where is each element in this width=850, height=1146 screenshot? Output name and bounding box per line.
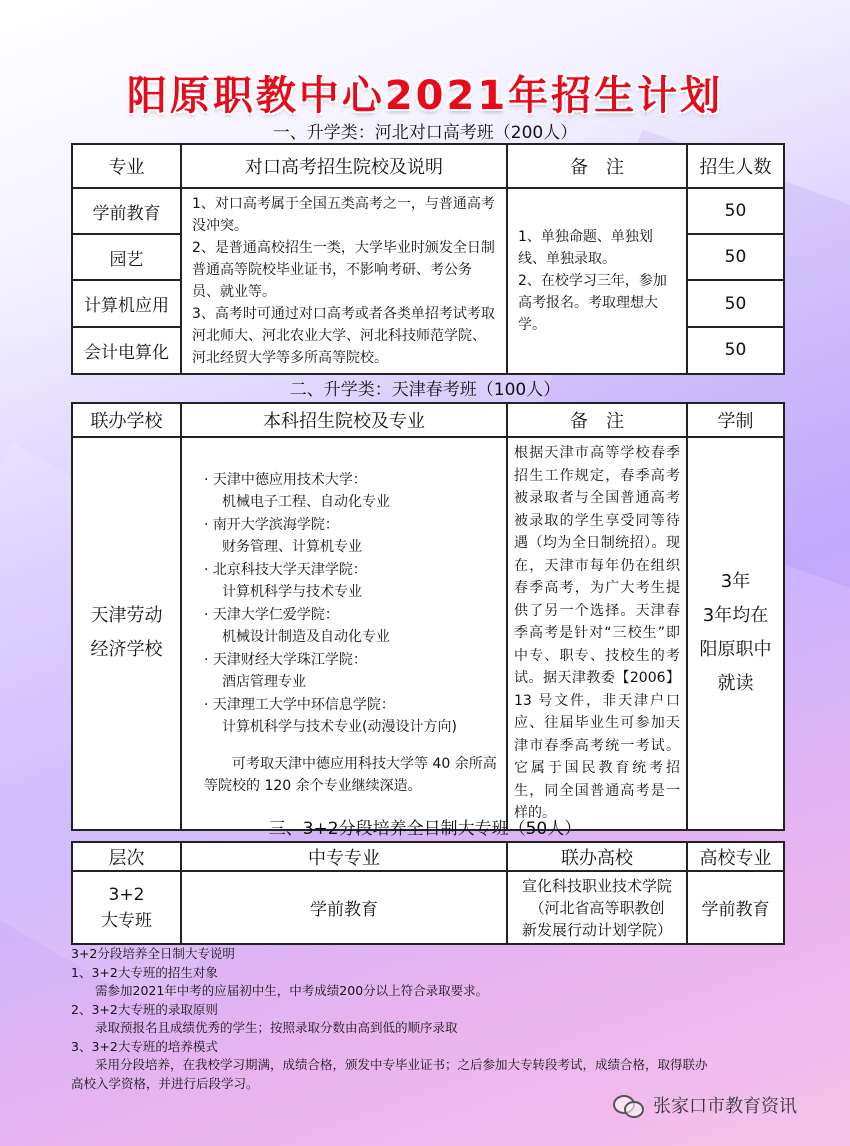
colleges-description: 1、对口高考属于全国五类高考之一，与普通高考没冲突。 2、是普通高校招生一类，大学毕业时颁发全日制普通高等院校毕业证书，不影响考研、考公务员、就业等。 3、高考时可通过对口高考或者各类单招考试考取河北师大、河北农业大学、河北科技师范学院、河北经贸大学等多所高等院校。 <box>181 188 507 374</box>
explanation-item-body: 采用分段培养，在我校学习期满，成绩合格，颁发中专毕业证书；之后参加大专转段考试，成绩合格，取得联办 <box>95 1057 708 1072</box>
count-cell: 50 <box>687 234 784 280</box>
university-name: · 天津中德应用技术大学： <box>204 471 367 488</box>
section1-heading: 一、升学类：河北对口高考班（200人） <box>272 123 578 143</box>
explanation-item-head: 2、3+2大专班的录取原则 <box>71 1001 218 1017</box>
major-cell: 会计电算化 <box>72 327 181 374</box>
header-note: 备 注 <box>507 144 687 188</box>
university-major: 财务管理、计算机专业 <box>222 539 362 556</box>
watermark <box>613 1092 797 1118</box>
university-name: · 北京科技大学天津学院： <box>204 561 367 578</box>
header-universities: 本科招生院校及专业 <box>181 403 507 437</box>
university-list <box>181 437 507 830</box>
university-major: 机械设计制造及自动化专业 <box>222 629 390 646</box>
explanation-item-body: 需参加2021年中考的应届初中生，中考成绩200分以上符合录取要求。 <box>95 983 489 998</box>
header-partner-college: 联办高校 <box>507 842 687 871</box>
explanation-item-head: 3、3+2大专班的培养模式 <box>71 1038 218 1054</box>
wechat-icon <box>613 1093 645 1117</box>
section3-heading: 三、3+2分段培养全日制大专班（50人） <box>268 819 582 839</box>
duration-cell: 3年 3年均在 阳原职中 就读 <box>687 437 784 830</box>
count-cell: 50 <box>687 188 784 234</box>
university-name: · 天津大学仁爱学院： <box>204 606 339 623</box>
header-duration: 学制 <box>687 403 784 437</box>
count-cell: 50 <box>687 327 784 374</box>
college-major-cell: 学前教育 <box>687 871 784 944</box>
section1-table <box>71 143 785 375</box>
university-name: · 天津理工大学中环信息学院： <box>204 696 395 713</box>
explanation-item-body: 录取预报名且成绩优秀的学生；按照录取分数由高到低的顺序录取 <box>95 1020 458 1035</box>
header-level: 层次 <box>72 842 181 871</box>
major-cell: 园艺 <box>72 234 181 280</box>
section3-table <box>71 841 785 945</box>
explanation-block <box>71 945 791 1093</box>
explanation-title: 3+2分段培养全日制大专说明 <box>71 946 235 961</box>
header-college-major: 高校专业 <box>687 842 784 871</box>
header-secondary-major: 中专专业 <box>181 842 507 871</box>
watermark-text: 张家口市教育资讯 <box>653 1096 797 1117</box>
header-note: 备 注 <box>507 403 687 437</box>
universities-summary: 可考取天津中德应用科技大学等 40 余所高等院校的 120 余个专业继续深造。 <box>204 755 497 795</box>
major-cell: 学前教育 <box>72 188 181 234</box>
university-major: 计算机科学与技术专业(动漫设计方向) <box>222 719 457 736</box>
section2-heading: 二、升学类：天津春考班（100人） <box>289 380 561 400</box>
university-major: 计算机科学与技术专业 <box>222 584 362 601</box>
section2-note: 根据天津市高等学校春季招生工作规定，春季高考被录取者与全国普通高考被录取的学生享受同等待遇（均为全日制统招）。现在，天津市每年仍在组织春季高考，为广大考生提供了另一个选择。天津春季高考是针对“三校生”即中专、职专、技校生的考试。据天津教委【2006】13 号文件，非天津户口应、往届毕业生可参加天津市春季高考统一考试。它属于国民教育统考招生，同全国普通高考是一样的。 <box>507 437 687 830</box>
count-cell: 50 <box>687 280 784 326</box>
section2-table <box>71 402 785 831</box>
university-name: · 南开大学滨海学院： <box>204 516 339 533</box>
header-count: 招生人数 <box>687 144 784 188</box>
partner-school: 天津劳动 经济学校 <box>72 437 181 830</box>
level-cell: 3+2 大专班 <box>72 871 181 944</box>
university-major: 酒店管理专业 <box>222 674 306 691</box>
university-name: · 天津财经大学珠江学院： <box>204 651 367 668</box>
explanation-item-body-cont: 高校入学资格，并进行后段学习。 <box>71 1075 259 1091</box>
header-colleges: 对口高考招生院校及说明 <box>181 144 507 188</box>
explanation-item-head: 1、3+2大专班的招生对象 <box>71 964 218 980</box>
partner-college-cell: 宣化科技职业技术学院 （河北省高等职教创 新发展行动计划学院） <box>507 871 687 944</box>
major-cell: 计算机应用 <box>72 280 181 326</box>
header-school: 联办学校 <box>72 403 181 437</box>
secondary-major-cell: 学前教育 <box>181 871 507 944</box>
section1-note: 1、单独命题、单独划线、单独录取。 2、在校学习三年，参加高考报名。考取理想大学。 <box>507 188 687 374</box>
header-major: 专业 <box>72 144 181 188</box>
university-major: 机械电子工程、自动化专业 <box>222 494 390 511</box>
page-title: 阳原职教中心2021年招生计划 <box>126 73 724 119</box>
